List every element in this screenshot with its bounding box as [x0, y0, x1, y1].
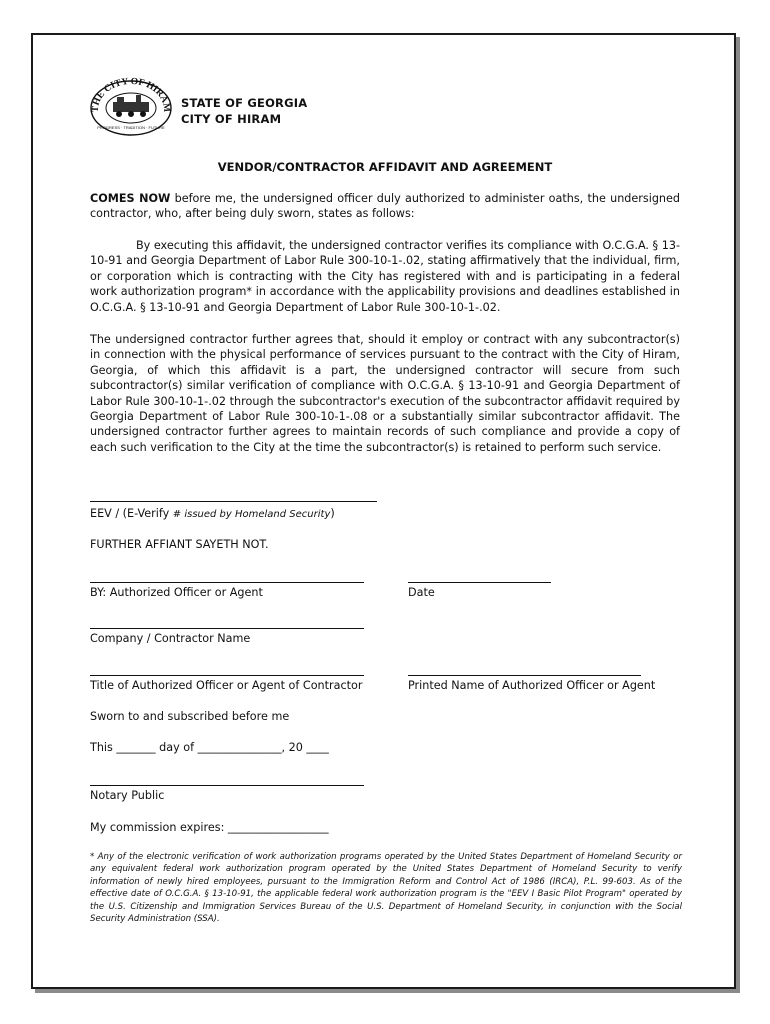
officer-signature-line[interactable]	[90, 582, 364, 583]
officer-title-label: Title of Authorized Officer or Agent of Contractor	[90, 679, 363, 692]
printed-name-line[interactable]	[408, 675, 641, 676]
footnote: * Any of the electronic verification of work authorization programs operated by the United States Department of Homeland Security or any equivalent federal work authorization program operated by the United States Department of Homeland Security to verify information of newly hired employees, pursuant to the Immigration Reform and Control Act of 1986 (IRCA), P.L. 99-603. As of the effective date of O.C.G.A. § 13-10-91, the applicable federal work authorization program is the "EEV I Basic Pilot Program" operated by the U.S. Citizenship and Immigration Services Bureau of the U.S. Department of Homeland Security, in conjunction with the Social Security Administration (SSA).	[90, 852, 682, 925]
further-affiant-text: FURTHER AFFIANT SAYETH NOT.	[90, 538, 269, 551]
eev-label	[90, 507, 335, 520]
notary-label: Notary Public	[90, 789, 165, 802]
sworn-text: Sworn to and subscribed before me	[90, 710, 290, 723]
state-heading: STATE OF GEORGIA	[181, 96, 308, 110]
intro-lead: COMES NOW	[90, 192, 171, 205]
intro-paragraph	[90, 191, 680, 222]
notary-signature-line[interactable]	[90, 785, 364, 786]
svg-text:PROGRESS · TRADITION · FUTURE: PROGRESS · TRADITION · FUTURE	[97, 125, 165, 130]
eev-number-line[interactable]	[90, 501, 377, 502]
printed-name-label: Printed Name of Authorized Officer or Agent	[408, 679, 656, 692]
date-line[interactable]	[408, 582, 551, 583]
subcontractor-paragraph: The undersigned contractor further agrees that, should it employ or contract with any subcontractor(s) in connection with the physical performance of services pursuant to the contract with the City of Hiram, Georgia, of which this affidavit is a part, the undersigned contractor will secure from such subcontractor(s) similar verification of compliance with O.C.G.A. § 13-10-91 and Georgia Department of Labor Rule 300-10-1-.02 through the subcontractor's execution of the subcontractor affidavit required by Georgia Department of Labor Rule 300-10-1-.08 or a substantially similar subcontractor affidavit. The undersigned contractor further agrees to maintain records of such compliance and provide a copy of each such verification to the City at the time the subcontractor(s) is retained to perform such service.	[90, 333, 680, 454]
officer-title-line[interactable]	[90, 675, 364, 676]
day-date-fill-in[interactable]: This _______ day of _______________, 20 ____	[90, 741, 329, 754]
eev-label-italic: # issued by Homeland Security	[172, 509, 331, 520]
city-seal-logo	[88, 76, 174, 136]
date-label: Date	[408, 586, 435, 599]
company-name-line[interactable]	[90, 628, 364, 629]
officer-signature-label: BY: Authorized Officer or Agent	[90, 586, 263, 599]
compliance-paragraph: By executing this affidavit, the undersigned contractor verifies its compliance with O.C.G.A. § 13-10-91 and Georgia Department of Labor Rule 300-10-1-.02, stating affirmatively that the individual, firm, or corporation which is contracting with the City has registered with and is participating in a federal work authorization program* in accordance with the applicability provisions and deadlines established in O.C.G.A. § 13-10-91 and Georgia Department of Labor Rule 300-10-1-.02.	[90, 239, 680, 314]
intro-text: before me, the undersigned officer duly authorized to administer oaths, the undersigned contractor, who, after being duly sworn, states as follows:	[90, 192, 680, 221]
city-heading: CITY OF HIRAM	[181, 112, 282, 126]
company-name-label: Company / Contractor Name	[90, 632, 251, 645]
eev-label-prefix: EEV / (E-Verify	[90, 507, 173, 520]
svg-text:THE CITY OF HIRAM: THE CITY OF HIRAM	[90, 76, 172, 113]
eev-label-suffix: )	[330, 507, 335, 520]
document-title: VENDOR/CONTRACTOR AFFIDAVIT AND AGREEMENT	[217, 160, 553, 174]
commission-expires-field[interactable]: My commission expires: __________________	[90, 821, 329, 834]
